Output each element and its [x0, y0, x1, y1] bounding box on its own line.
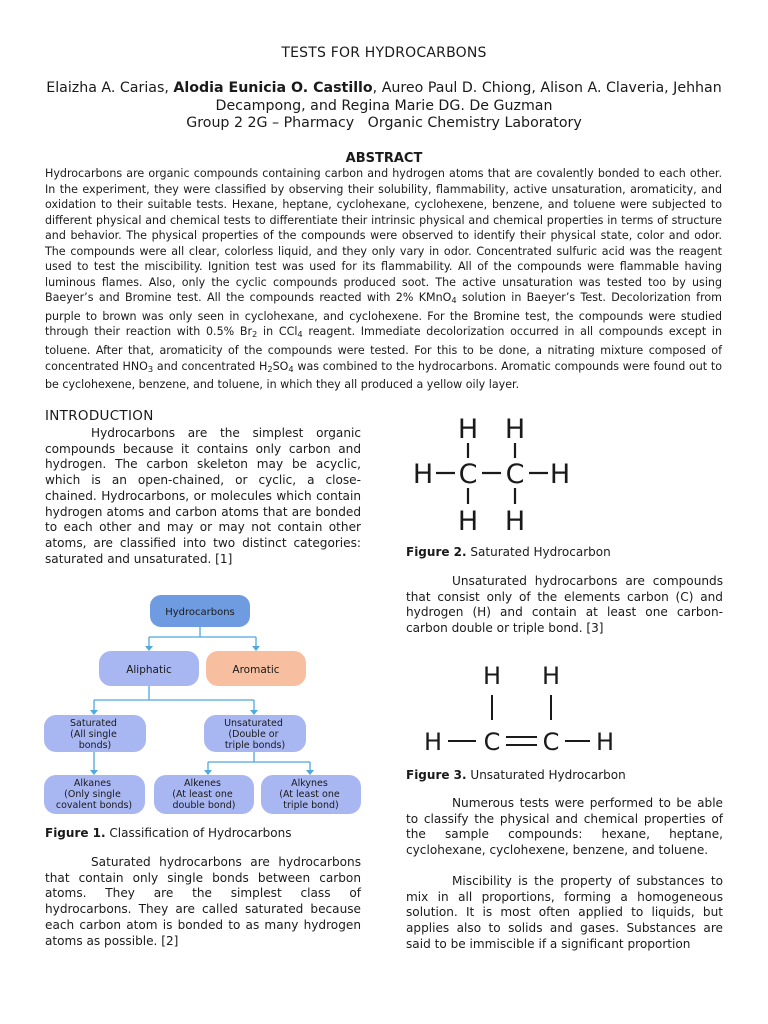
node-text-line: (At least one	[172, 789, 233, 800]
subscript: 2	[252, 329, 258, 340]
node-text-line: bonds)	[78, 740, 112, 751]
atom-h: H	[482, 662, 502, 690]
figure-3-caption	[406, 768, 626, 782]
subscript: 2	[267, 363, 273, 374]
node-text-line: Alkynes	[291, 778, 328, 789]
abstract-text	[45, 166, 722, 393]
figure-1-classification-diagram	[44, 592, 364, 816]
node-aliphatic-label: Aliphatic	[126, 664, 172, 676]
atom-c: C	[542, 728, 560, 756]
paper-title: TESTS FOR HYDROCARBONS	[281, 45, 487, 61]
subscript: 4	[451, 295, 457, 306]
node-text-line: double bond)	[172, 800, 236, 811]
author-names-a: Elaizha A. Carias,	[46, 80, 174, 96]
abstract-heading: ABSTRACT	[345, 151, 423, 166]
node-hydrocarbons-label: Hydrocarbons	[165, 607, 235, 618]
figure-2-caption	[406, 545, 611, 559]
ethene-bonds	[448, 695, 590, 745]
atom-h: H	[595, 728, 615, 756]
atom-h: H	[457, 414, 479, 445]
figure-3-label: Figure 3.	[406, 768, 467, 782]
node-unsaturated-label	[224, 718, 286, 751]
subscript: 4	[297, 329, 303, 340]
atom-h: H	[504, 414, 526, 445]
ethane-bonds	[436, 443, 548, 504]
node-text-line: (All single	[70, 729, 117, 740]
node-text-line: triple bond)	[283, 800, 339, 811]
atom-h: H	[457, 506, 479, 536]
node-text-line: Alkenes	[184, 778, 221, 789]
introduction-heading: INTRODUCTION	[45, 408, 154, 424]
author-block	[45, 80, 723, 133]
author-line-1	[45, 80, 723, 98]
node-text-line: Unsaturated	[224, 718, 283, 729]
abstract-part: SO	[272, 359, 289, 373]
abstract-part: solution in Baeyer’s Test. Decolorization from purple to brown was only seen in cyclohexane, and cyclohexene. For the Bromine test, the compounds were studied through their reaction with 0.5% Br	[45, 291, 722, 339]
section-introduction	[45, 408, 361, 567]
intro-paragraph-1: Hydrocarbons are the simplest organic compounds because it contains only carbon and hydrogen. The carbon skeleton may be acyclic, which is an open-chained, or cyclic, a close-chained. Hydrocarbons, or molecules which contain hydrogen atoms and carbon atoms that are bonded to each other and may or may not contain other atoms, are classified into two distinct categories: saturated and unsaturated. [1]	[45, 426, 361, 566]
figure-1-caption	[45, 826, 291, 840]
figure-2-label: Figure 2.	[406, 545, 467, 559]
atom-c: C	[483, 728, 501, 756]
figure-2-ethane-structure	[405, 408, 585, 536]
figure-1-caption-text: Classification of Hydrocarbons	[105, 826, 292, 840]
right-paragraph-1: Unsaturated hydrocarbons are compounds that consist only of the elements carbon (C) and hydrogen (H) and contain at least one carbon-carbon double or triple bond. [3]	[406, 574, 723, 636]
abstract-part: Hydrocarbons are organic compounds containing carbon and hydrogen atoms that are covalently bonded to each other. In the experiment, they were classified by observing their solubility, flammability, active unsaturation, aromaticity, and oxidation to their suitable tests. Hexane, heptane, cyclohexane, cyclohexene, benzene, and toluene were subjected to different physical and chemical tests to differentiate their intrinsic physical and chemical properties in terms of structure and behavior. The physical properties of the compounds were observed to identify their physical state, color and odor. The compounds were all clear, colorless liquid, and they only vary in odor. Concentrated sulfuric acid was the reagent used to test the miscibility. Ignition test was used for its flammability. All of the compounds were flammable having luminous flames. Also, only the cyclic compounds produced soot. The active unsaturation was tested too by using Baeyer’s and Bromine test. All the compounds reacted with 2% KMnO	[45, 167, 722, 305]
ethane-atoms	[413, 414, 570, 536]
figure-3-ethene-structure	[420, 662, 620, 757]
node-text-line: triple bonds)	[224, 740, 286, 751]
atom-h: H	[412, 459, 434, 490]
author-names-b: , Aureo Paul D. Chiong, Alison A. Claveria, Jehhan	[372, 80, 722, 96]
group-line: Group 2 2G – Pharmacy Organic Chemistry Laboratory	[186, 115, 582, 131]
subscript: 3	[147, 363, 154, 374]
section-saturated	[45, 855, 361, 949]
node-text-line: (At least one	[279, 789, 340, 800]
node-text-line: (Double or	[228, 729, 279, 740]
node-text-line: Saturated	[70, 718, 117, 729]
atom-h: H	[541, 662, 561, 690]
abstract-part: was combined to the hydrocarbons. Aromatic compounds were found out to be cyclohexene, benzene, and toluene, in which they all produced a yellow oily layer.	[45, 359, 723, 392]
atom-h: H	[504, 506, 526, 536]
figure-3-caption-text: Unsaturated Hydrocarbon	[466, 768, 626, 782]
atom-c: C	[458, 459, 478, 490]
atom-c: C	[505, 459, 525, 490]
author-line-2: Decampong, and Regina Marie DG. De Guzman	[215, 97, 553, 114]
section-tests	[406, 796, 723, 952]
node-text-line: Alkanes	[73, 778, 112, 789]
author-name-bold: Alodia Eunicia O. Castillo	[173, 80, 373, 96]
section-unsaturated	[406, 574, 723, 637]
abstract-part: reagent. Immediate decolorization occurred in all compounds except in toluene. After that, aromaticity of the compounds were tested. For this to be done, a nitrating mixture composed of concentrated HNO	[45, 325, 722, 373]
subscript: 4	[288, 363, 294, 374]
abstract-part: and concentrated H	[153, 359, 268, 373]
abstract-part: in CCl	[257, 325, 298, 339]
node-text-line: (Only single	[64, 789, 121, 800]
figure-2-caption-text: Saturated Hydrocarbon	[466, 545, 611, 559]
atom-h: H	[423, 728, 443, 756]
figure-1-label: Figure 1.	[45, 826, 106, 840]
right-paragraph-2: Numerous tests were performed to be able to classify the physical and chemical properties of the sample compounds: hexane, heptane, cyclohexane, cyclohexene, benzene, and toluene.	[406, 796, 723, 858]
atom-h: H	[549, 459, 571, 490]
right-paragraph-3: Miscibility is the property of substances to mix in all proportions, forming a homogeneous solution. It is most often applied to liquids, but applies also to solids and gases. Substances are said to be immiscible if a significant proportion	[406, 873, 723, 951]
intro-paragraph-2: Saturated hydrocarbons are hydrocarbons that contain only single bonds between carbon atoms. They are the simplest class of hydrocarbons. They are called saturated because each carbon atom is bonded to as many hydrogen atoms as possible. [2]	[45, 855, 361, 948]
node-text-line: covalent bonds)	[55, 800, 133, 811]
node-aromatic-label: Aromatic	[232, 664, 280, 676]
